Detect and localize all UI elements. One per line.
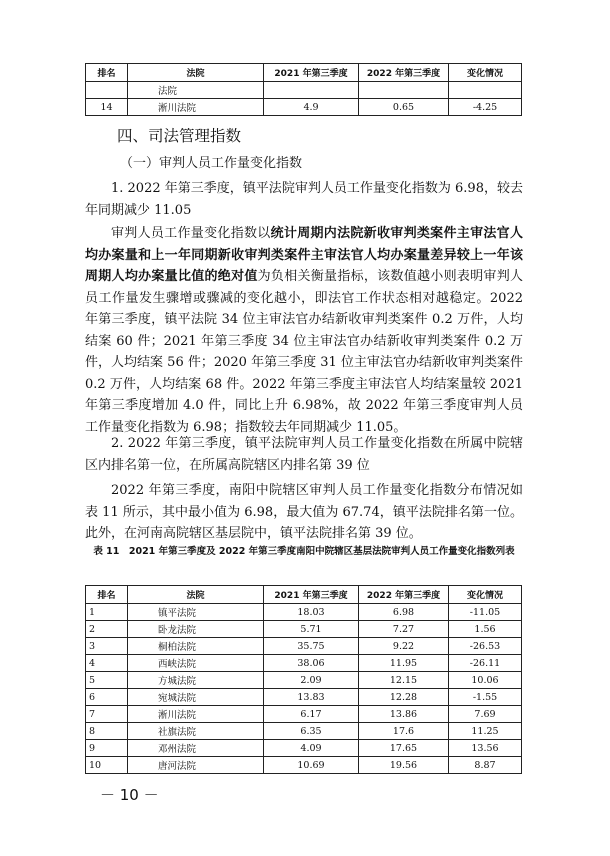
cell-change: 13.56 <box>449 740 522 757</box>
cell-2022: 7.27 <box>359 621 449 638</box>
cell-change: 7.69 <box>449 706 522 723</box>
cell-court: 宛城法院 <box>128 689 264 706</box>
header-2021q3: 2021 年第三季度 <box>264 586 359 604</box>
header-change: 变化情况 <box>449 64 522 82</box>
cell-2021: 5.71 <box>264 621 359 638</box>
cell-2022: 12.28 <box>359 689 449 706</box>
header-change: 变化情况 <box>449 586 522 604</box>
cell-rank: 14 <box>86 99 128 116</box>
table-row <box>86 723 522 740</box>
paragraph-2-body: 为负相关衡量指标，该数值越小则表明审判人员工作量发生骤增或骤减的变化越小，即法官工作状态相对越稳定。2022 年第三季度，镇平法院 34 位主审法官办结新收审判类案件 0.2 万件，人均结案 60 件；2021 年第三季度 34 位主审法官办结新收审判类案件 0.2 万件，人均结案 56 件；2020 年第三季度 31 位主审法官办结新收审判类案件 0.2 万件，人均结案 68 件。2022 年第三季度主审法官人均结案量较 2021 年第三季度增加 4.0 件，同比上升 6.98%，故 2022 年第三季度审判人员工作量变化指数为 6.98；指数较去年同期减少 11.05。 <box>85 269 523 435</box>
table-row <box>86 689 522 706</box>
table-row <box>86 99 522 116</box>
table-row <box>86 655 522 672</box>
cell-change: 1.56 <box>449 621 522 638</box>
cell-2021: 4.09 <box>264 740 359 757</box>
paragraph-4: 2022 年第三季度，南阳中院辖区审判人员工作量变化指数分布情况如表 11 所示，其中最小值为 6.98，最大值为 67.74，镇平法院排名第一位。此外，在河南高院辖区基层院中，镇平法院排名第 39 位。 <box>85 483 523 541</box>
cell-change: -26.53 <box>449 638 522 655</box>
table-row <box>86 740 522 757</box>
cell-rank: 1 <box>86 604 128 621</box>
cell-change: 11.25 <box>449 723 522 740</box>
paragraph-1: 1. 2022 年第三季度，镇平法院审判人员工作量变化指数为 6.98，较去年同期减少 11.05 <box>85 181 523 218</box>
cell-2021: 10.69 <box>264 757 359 774</box>
cell-change: 10.06 <box>449 672 522 689</box>
table-11 <box>85 585 522 774</box>
cell-rank: 2 <box>86 621 128 638</box>
table-caption: 表 11 2021 年第三季度及 2022 年第三季度南阳中院辖区基层法院审判人员工作量变化指数列表 <box>93 546 515 557</box>
cell-rank: 6 <box>86 689 128 706</box>
table-header-row <box>86 64 522 82</box>
cell-2022: 17.6 <box>359 723 449 740</box>
paragraph-3: 2. 2022 年第三季度，镇平法院审判人员工作量变化指数在所属中院辖区内排名第一位，在所属高院辖区内排名第 39 位 <box>85 436 523 473</box>
cell-2021 <box>264 82 359 99</box>
cell-change: -11.05 <box>449 604 522 621</box>
cell-change: 8.87 <box>449 757 522 774</box>
table-row <box>86 621 522 638</box>
cell-2022: 9.22 <box>359 638 449 655</box>
cell-rank: 4 <box>86 655 128 672</box>
cell-2022: 13.86 <box>359 706 449 723</box>
cell-2021: 4.9 <box>264 99 359 116</box>
cell-change <box>449 82 522 99</box>
cell-2022: 12.15 <box>359 672 449 689</box>
cell-court: 卧龙法院 <box>128 621 264 638</box>
cell-2021: 35.75 <box>264 638 359 655</box>
cell-2022: 0.65 <box>359 99 449 116</box>
cell-rank: 9 <box>86 740 128 757</box>
cell-2021: 18.03 <box>264 604 359 621</box>
cell-court: 镇平法院 <box>128 604 264 621</box>
header-2022q3: 2022 年第三季度 <box>359 64 449 82</box>
cell-2021: 2.09 <box>264 672 359 689</box>
paragraph-2-lead: 审判人员工作量变化指数以 <box>111 226 271 241</box>
header-2021q3: 2021 年第三季度 <box>264 64 359 82</box>
table-row <box>86 672 522 689</box>
paragraph-2 <box>85 223 523 438</box>
cell-court: 邓州法院 <box>128 740 264 757</box>
cell-2021: 6.35 <box>264 723 359 740</box>
cell-2022 <box>359 82 449 99</box>
cell-change: -26.11 <box>449 655 522 672</box>
cell-court: 唐河法院 <box>128 757 264 774</box>
cell-2022: 19.56 <box>359 757 449 774</box>
continuation-table <box>85 63 522 116</box>
cell-rank: 7 <box>86 706 128 723</box>
cell-court: 淅川法院 <box>128 706 264 723</box>
table-row <box>86 638 522 655</box>
section-heading: 四、司法管理指数 <box>117 127 242 145</box>
table-row <box>86 706 522 723</box>
cell-2021: 6.17 <box>264 706 359 723</box>
cell-rank: 3 <box>86 638 128 655</box>
cell-change: -4.25 <box>449 99 522 116</box>
paragraph-2-definition: 统计周期内法院新收审判类案件主审法官人均办案量和上一年同期新收审判类案件主审法官人均办案量差异较上一年该周期人均办案量比值的绝对值 <box>85 226 523 284</box>
cell-rank <box>86 82 128 99</box>
header-court: 法院 <box>128 64 264 82</box>
cell-2022: 11.95 <box>359 655 449 672</box>
header-rank: 排名 <box>86 586 128 604</box>
cell-court: 淅川法院 <box>128 99 264 116</box>
cell-rank: 5 <box>86 672 128 689</box>
table-row <box>86 604 522 621</box>
cell-2021: 13.83 <box>264 689 359 706</box>
cell-2021: 38.06 <box>264 655 359 672</box>
cell-court: 方城法院 <box>128 672 264 689</box>
cell-court: 西峡法院 <box>128 655 264 672</box>
table-row <box>86 757 522 774</box>
cell-2022: 17.65 <box>359 740 449 757</box>
table-header-row <box>86 586 522 604</box>
page-number: － 10 － <box>100 786 159 804</box>
cell-court: 桐柏法院 <box>128 638 264 655</box>
cell-rank: 8 <box>86 723 128 740</box>
header-2022q3: 2022 年第三季度 <box>359 586 449 604</box>
header-court: 法院 <box>128 586 264 604</box>
cell-change: -1.55 <box>449 689 522 706</box>
cell-court: 社旗法院 <box>128 723 264 740</box>
section-subheading: （一）审判人员工作量变化指数 <box>120 156 303 171</box>
cell-rank: 10 <box>86 757 128 774</box>
table-row <box>86 82 522 99</box>
cell-2022: 6.98 <box>359 604 449 621</box>
header-rank: 排名 <box>86 64 128 82</box>
cell-court: 法院 <box>128 82 264 99</box>
